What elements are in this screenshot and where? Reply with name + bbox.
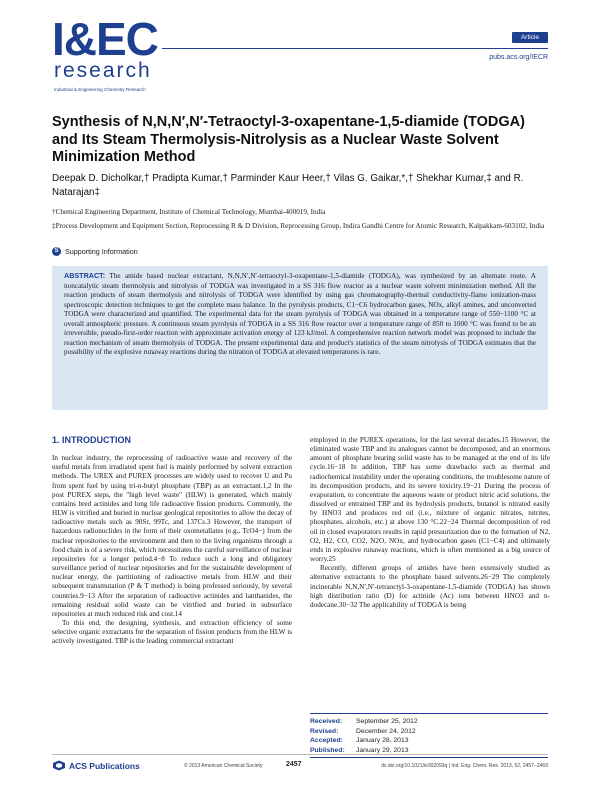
copyright-notice: © 2013 American Chemical Society xyxy=(184,763,263,769)
body-paragraph: In nuclear industry, the reprocessing of radioactive waste and recovery of the useful metals from irradiated spent fuel is mainly performed by solvent extraction methods. The UREX and PUREX processes are widely used to recover U and Pu from spent fuel by using tri-n-butyl phosphate (TBP) as an extractant.1,2 In the post PUREX steps, the "high level waste" (HLW) is generated, which mainly contains bred actinides and long life radioactive fission products. Commonly, the HLW is vitrified and buried in nuclear geological repositories to allow the decay of radioactive metals such as 90Sr, 99Tc, and 137Cs.3 However, the transport of hazardous radionuclides in the form of their oxometallates (e.g., TcO4−) from the nuclear repositories to the environment and then to the living organisms through a food chain is of a severe risk, which necessitates the careful surveillance of nuclear repositories for a longer period.4−8 To reduce such a long and obligatory surveillance period of nuclear repositories and for the sustainable development of nuclear energy, the partitioning of radioactive metals from HLW and their subsequent transmutation (P & T method) is being professed seriously, by several countries.9−13 After the separation of radioactive actinides and lanthanides, the remaining residual solid waste can be vitrified and buried in subsurface repositories at much reduced risk and cost.14 xyxy=(52,454,292,618)
date-value: September 25, 2012 xyxy=(356,718,418,725)
body-paragraph: To this end, the designing, synthesis, and extraction efficiency of some selective organic extractants for the separation of fission products from the HLW is actively investigated. TBP is the leading commercial extractant xyxy=(52,618,292,646)
journal-url-link[interactable]: pubs.acs.org/IECR xyxy=(489,54,548,61)
article-title: Synthesis of N,N,N′,N′-Tetraoctyl-3-oxapentane-1,5-diamide (TODGA) and Its Steam Thermolysis-Nitrolysis as a Nuclear Waste Solvent Minimization Method xyxy=(52,114,525,165)
acs-hexagon-icon xyxy=(52,760,66,771)
date-value: January 29, 2013 xyxy=(356,746,409,754)
date-row-revised xyxy=(310,727,548,737)
body-paragraph: Recently, different groups of amides have been extensively studied as alternative extractants to the phosphate based solvents.26−29 The completely incinerable N,N,N′,N′-tetraoctyl-3-oxapentane-1,5-diamide (TODGA) has shown high distribution ratio (D) for actinide (Ac) ions between HNO3 and n-dodecane.30−32 The applicability of TODGA is being xyxy=(310,564,550,609)
date-label: Published: xyxy=(310,746,345,754)
supporting-information-link[interactable] xyxy=(52,247,138,256)
date-row-accepted xyxy=(310,736,548,746)
journal-logo: I&EC xyxy=(52,13,158,65)
supporting-info-label: Supporting Information xyxy=(65,247,138,256)
doi-citation-link[interactable]: dx.doi.org/10.1021/ie302093q | Ind. Eng. Chem. Res. 2013, 52, 2457−2469 xyxy=(381,763,548,769)
affiliation-2: ‡Process Development and Equipment Section, Reprocessing R & D Division, Reprocessing Group, Indira Gandhi Centre for Atomic Research, Kalpakkam-603102, India xyxy=(52,222,545,230)
date-label: Revised: xyxy=(310,727,339,735)
date-label: Received: xyxy=(310,718,343,725)
journal-logo-tagline: Industrial & Engineering Chemistry Research xyxy=(54,87,146,92)
affiliation-1: †Chemical Engineering Department, Institute of Chemical Technology, Mumbai-400019, India xyxy=(52,208,326,216)
abstract-box xyxy=(52,266,548,410)
acs-publications-logo[interactable] xyxy=(52,760,140,771)
journal-logo-sub: research xyxy=(54,59,152,82)
abstract-paragraph xyxy=(64,271,536,358)
publication-dates xyxy=(310,713,548,758)
article-type-badge: Article xyxy=(512,32,548,43)
column-left xyxy=(52,436,292,646)
date-value: December 24, 2012 xyxy=(356,727,416,735)
abstract-label: ABSTRACT: xyxy=(64,271,106,280)
date-value: January 28, 2013 xyxy=(356,737,409,744)
section-heading-introduction: 1. INTRODUCTION xyxy=(52,435,132,445)
supporting-info-icon: S xyxy=(52,247,61,256)
abstract-text: The amide based nuclear extractant, N,N,N′,N′-tetraoctyl-3-oxapentane-1,5-diamide (TODGA), was synthesized by an alternate route. A noncatalytic steam thermolysis and nitrolysis of TODGA was investigated in a SS 316 flow reactor as a nuclear waste solvent minimization method. All the reaction products of steam thermolysis and nitrolysis of TODGA were identified by using gas chromatography-thermal conductivity-flame ionization-mass spectroscopic detection techniques to get the complete mass balance. In the pyrolysis products, C1−C6 hydrocarbon gases, NOx, alkyl amines, and unconverted TODGA were characterized and quantified. The experimental data for the steam pyrolysis of TODGA was obtained in a temperature range of 550−1100 °C at overall atmospheric pressure. A continuous steam pyrolysis of TODGA in a SS 316 flow reactor over a temperature range of 850 to 1000 °C was found to be an irreversible, pseudo-first-order reaction with approximate activation energy of 123 kJ/mol. A comprehensive reaction network model was proposed to include the reaction mechanism of steam thermolysis of TODGA. The present experimental data and product's statistics of the steam nitrolysis of TODGA estimates that the possibility of the explosive runaway reactions during the nitration of TODGA at elevated temperatures is rare. xyxy=(64,272,536,357)
column-right xyxy=(310,436,550,610)
header-rule xyxy=(162,48,548,49)
publisher-name: ACS Publications xyxy=(69,760,140,771)
date-label: Accepted: xyxy=(310,737,343,744)
journal-header xyxy=(52,14,548,104)
author-list[interactable]: Deepak D. Dicholkar,† Pradipta Kumar,† Parminder Kaur Heer,† Vilas G. Gaikar,*,† Shekhar Kumar,‡ and R. Natarajan‡ xyxy=(52,173,524,198)
body-paragraph: employed in the PUREX operations, for the last several decades.15 However, the eliminated waste TBP and its analogues cannot be decomposed, and an enormous amount of phosphate bearing solid waste has to be managed at the end of its life cycle.16−18 In addition, TBP has some drawbacks such as thermal and radiochemical instability under the operating conditions, the troublesome nature of its decomposition products, and its severe toxicity.19−21 During the process of evaporation, to concentrate the aqueous waste or product nitric acid solutions, the dissolved or entrained TBP and its hydrolysis products, butanol is nitrated easily by HNO3 and produces red oil (i.e., mixture of organic nitrates, nitrites, phosphates, alcohols, etc.) at above 130 °C.22−24 Thermal decomposition of red oil in closed evaporators results in rapid pressurization due to the formation of N2, O2, H2, CO, CO2, N2O, NOx, and hydrocarbon gases (C1−C4) and ultimately ends in explosive runaway reactions, which is often mentioned as a big source of worry.25 xyxy=(310,436,550,564)
page-footer xyxy=(52,754,548,774)
date-row-received xyxy=(310,717,548,727)
page-number: 2457 xyxy=(286,761,302,768)
